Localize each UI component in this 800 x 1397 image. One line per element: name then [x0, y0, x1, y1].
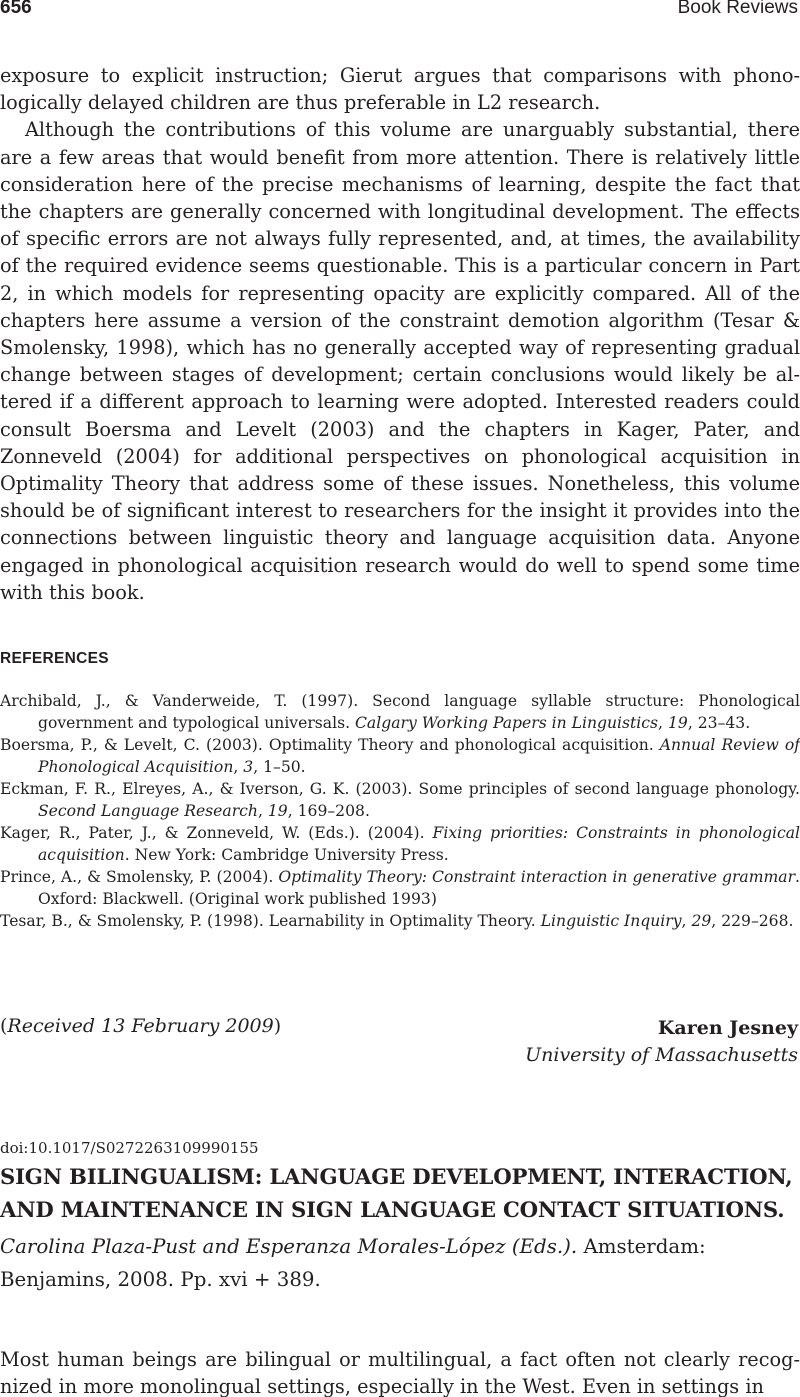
review-conclusion — [0, 62, 800, 606]
paragraph: exposure to explicit instruction; Gierut argues that comparisons with phonologically delayed children are thus preferable in L2 research. — [0, 64, 800, 115]
author-affiliation: University of Massachusetts — [525, 1044, 798, 1066]
references-heading: REFERENCES — [0, 650, 109, 667]
reference-item: Kager, R., Pater, J., & Zonneveld, W. (Eds.). (2004). Fixing priorities: Constraints in phonological acquisition. New York: Cambridge University Press. — [0, 824, 800, 864]
book-editors: Carolina Plaza-Pust and Esperanza Morales-López (Eds.). — [0, 1235, 578, 1258]
received-date: (Received 13 February 2009) — [0, 1015, 282, 1037]
reference-item: Archibald, J., & Vanderweide, T. (1997). Second language syllable structure: Phonological government and typological universals. Calgary Working Papers in Linguistics, 19, 23–43. — [0, 692, 800, 732]
reference-item: Prince, A., & Smolensky, P. (2004). Optimality Theory: Constraint interaction in generative grammar. Oxford: Blackwell. (Original work published 1993) — [0, 868, 800, 908]
review-book-details — [0, 1230, 800, 1296]
paragraph: Although the contributions of this volume are unarguably substantial, there are a few areas that would benefit from more attention. There is relatively little consideration here of the precise mechanisms of learning, despite the fact that the chapters are generally concerned with longitudinal development. The effects of specific errors are not always fully represented, and, at times, the availability of the required evidence seems questionable. This is a particular concern in Part 2, in which models for representing opacity are explicitly compared. All of the chapters here assume a version of the constraint demotion algorithm (Tesar & Smolensky, 1998), which has no generally accepted way of representing gradual change between stages of development; certain conclusions would likely be altered if a different approach to learning were adopted. Interested readers could consult Boersma and Levelt (2003) and the chapters in Kager, Pater, and Zonneveld (2004) for additional perspectives on phonological acquisition in Optimality Theory that address some of these issues. Nonetheless, this volume should be of significant interest to researchers for the insight it provides into the connections between linguistic theory and language acquisition data. Anyone engaged in phonological acquisition research would do well to spend some time with this book. — [0, 118, 800, 604]
page-header — [0, 0, 800, 30]
review-opening — [0, 1346, 800, 1397]
reference-item: Boersma, P., & Levelt, C. (2003). Optimality Theory and phonological acquisition. Annual Review of Phonological Acquisition, 3, 1–50. — [0, 736, 800, 776]
reference-item: Tesar, B., & Smolensky, P. (1998). Learnability in Optimality Theory. Linguistic Inquiry, 29, 229–268. — [0, 912, 794, 930]
review-book-title: SIGN BILINGUALISM: LANGUAGE DEVELOPMENT, INTERACTION, AND MAINTENANCE IN SIGN LANGUAGE CONTACT SITUATIONS. — [0, 1164, 793, 1222]
author-name: Karen Jesney — [657, 1017, 798, 1039]
page-number: 656 — [0, 0, 32, 18]
paragraph: Most human beings are bilingual or multilingual, a fact often not clearly recognized in more monolingual settings, especially in the West. Even in settings in — [0, 1348, 800, 1397]
reference-item: Eckman, F. R., Elreyes, A., & Iverson, G. K. (2003). Some principles of second language phonology. Second Language Research, 19, 169–208. — [0, 780, 800, 820]
running-head: Book Reviews — [677, 0, 798, 18]
author-signature — [525, 1015, 798, 1069]
doi: doi:10.1017/S0272263109990155 — [0, 1139, 259, 1157]
book-publication: Amsterdam: Benjamins, 2008. Pp. xvi + 389. — [0, 1235, 706, 1291]
reference-list — [0, 690, 800, 932]
